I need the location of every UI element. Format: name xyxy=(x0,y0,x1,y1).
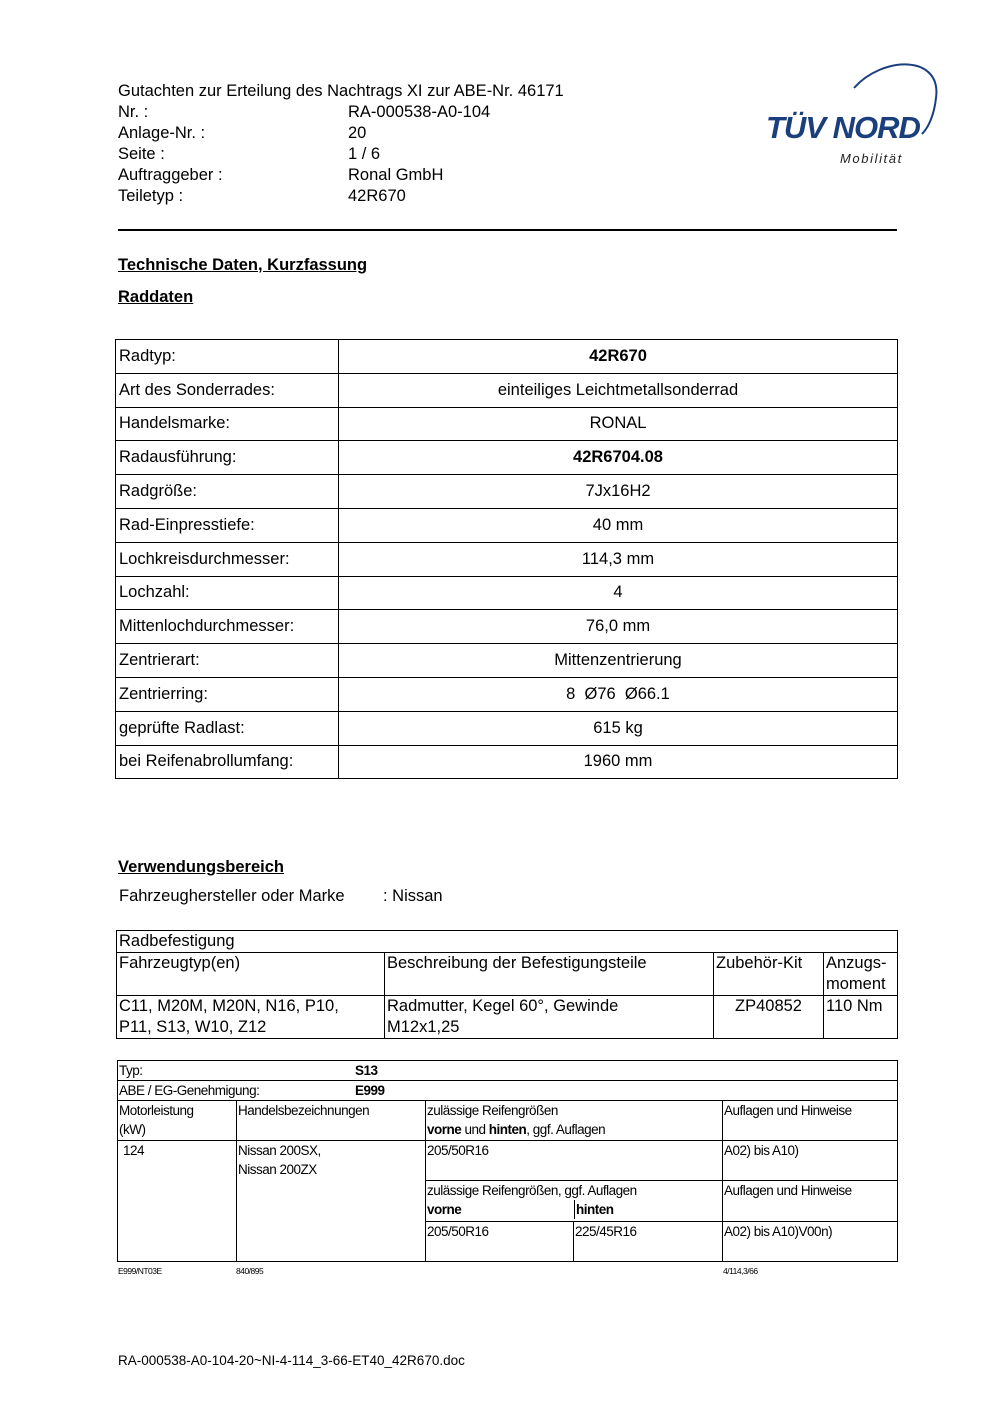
raddaten-label: Art des Sonderrades: xyxy=(116,373,339,407)
column-header: Zubehör-Kit xyxy=(714,953,824,996)
abe-value: E999 xyxy=(355,1083,385,1098)
abe-label: ABE / EG-Genehmigung: xyxy=(119,1083,260,1098)
raddaten-label: bei Reifenabrollumfang: xyxy=(116,745,339,779)
raddaten-value: 615 kg xyxy=(339,711,898,745)
raddaten-value: 42R6704.08 xyxy=(339,441,898,475)
vorne-label: vorne xyxy=(427,1122,462,1137)
trade-names: Nissan 200SX, Nissan 200ZX xyxy=(237,1141,426,1262)
raddaten-value: 40 mm xyxy=(339,508,898,542)
table-row xyxy=(116,711,898,745)
code-label: 840/895 xyxy=(236,1266,264,1276)
raddaten-label: Lochkreisdurchmesser: xyxy=(116,542,339,576)
raddaten-label: Radtyp: xyxy=(116,340,339,374)
column-header: Fahrzeugtyp(en) xyxy=(117,953,385,996)
header-label: Seite : xyxy=(118,145,165,163)
table-header-row xyxy=(118,1101,898,1141)
column-header: Anzugs- moment xyxy=(824,953,898,996)
raddaten-table xyxy=(115,339,898,779)
table-row xyxy=(116,610,898,644)
raddaten-label: Radgröße: xyxy=(116,475,339,509)
reifen-header-line1: zulässige Reifengrößen xyxy=(427,1103,558,1118)
raddaten-value: 114,3 mm xyxy=(339,542,898,576)
table-header-row xyxy=(117,953,898,996)
header-value: 1 / 6 xyxy=(348,145,381,163)
code-label: 4/114,3/66 xyxy=(723,1266,758,1276)
raddaten-label: Zentrierart: xyxy=(116,644,339,678)
column-header: Auflagen und Hinweise xyxy=(723,1181,898,1222)
column-header-reifen2 xyxy=(426,1181,723,1222)
raddaten-value: 7Jx16H2 xyxy=(339,475,898,509)
column-header: Beschreibung der Befestigungsteile xyxy=(385,953,714,996)
abe-row xyxy=(118,1081,898,1101)
table-row xyxy=(116,373,898,407)
raddaten-value: einteiliges Leichtmetallsonderrad xyxy=(339,373,898,407)
raddaten-value: RONAL xyxy=(339,407,898,441)
reifen-header-line2 xyxy=(427,1120,721,1139)
table-row xyxy=(116,407,898,441)
table-row xyxy=(116,644,898,678)
header-label: Nr. : xyxy=(118,103,149,121)
hinten-header: hinten xyxy=(574,1200,722,1219)
fastener-description: Radmutter, Kegel 60°, Gewinde M12x1,25 xyxy=(385,996,714,1039)
raddaten-value: 1960 mm xyxy=(339,745,898,779)
tire-notes: A02) bis A10)V00n) xyxy=(723,1222,898,1262)
manufacturer-label: Fahrzeughersteller oder Marke xyxy=(119,887,345,905)
tire-notes: A02) bis A10) xyxy=(723,1141,898,1181)
section-subtitle: Raddaten xyxy=(118,288,194,306)
header-value: Ronal GmbH xyxy=(348,166,444,184)
table-row xyxy=(116,542,898,576)
code-label: E999/NT03E xyxy=(118,1266,162,1276)
column-header: Handelsbezeichnungen xyxy=(237,1101,426,1141)
header-label: Anlage-Nr. : xyxy=(118,124,206,142)
table-row xyxy=(116,745,898,779)
column-header: Auflagen und Hinweise xyxy=(723,1101,898,1141)
table-row xyxy=(116,441,898,475)
vehicle-type-table xyxy=(117,1060,898,1262)
header-label: Teiletyp : xyxy=(118,187,184,205)
footer-filename: RA-000538-A0-104-20~NI-4-114_3-66-ET40_42R670.doc xyxy=(118,1353,465,1368)
document-header xyxy=(118,81,564,207)
column-header: Motorleistung (kW) xyxy=(118,1101,237,1141)
table-row xyxy=(116,508,898,542)
raddaten-label: Zentrierring: xyxy=(116,677,339,711)
table-row xyxy=(116,340,898,374)
hinten-label: hinten xyxy=(488,1122,527,1137)
vorne-header: vorne xyxy=(427,1202,462,1217)
column-header-reifen xyxy=(426,1101,723,1141)
header-row-auftraggeber xyxy=(118,165,564,186)
raddaten-label: Lochzahl: xyxy=(116,576,339,610)
header-value: 42R670 xyxy=(348,187,406,205)
header-row-anlage xyxy=(118,123,564,144)
tire-size: 205/50R16 xyxy=(426,1141,723,1181)
document-title: Gutachten zur Erteilung des Nachtrags XI zur ABE-Nr. 46171 xyxy=(118,82,564,100)
header-row-seite xyxy=(118,144,564,165)
tire-size-rear: 225/45R16 xyxy=(574,1222,723,1262)
raddaten-label: geprüfte Radlast: xyxy=(116,711,339,745)
table-row xyxy=(116,576,898,610)
torque-value: 110 Nm xyxy=(824,996,898,1039)
header-label: Auftraggeber : xyxy=(118,166,223,184)
typ-value: S13 xyxy=(355,1063,378,1078)
raddaten-label: Radausführung: xyxy=(116,441,339,475)
tire-size-front: 205/50R16 xyxy=(426,1222,574,1262)
section-title: Technische Daten, Kurzfassung xyxy=(118,256,368,274)
raddaten-value: 42R670 xyxy=(339,340,898,374)
header-value: RA-000538-A0-104 xyxy=(348,103,491,121)
logo-subtitle: Mobilität xyxy=(840,151,903,166)
radbefestigung-table xyxy=(116,930,898,1039)
motor-power: 124 xyxy=(118,1141,237,1262)
logo-brand: TÜV NORD xyxy=(766,110,920,145)
raddaten-value: 8 Ø76 Ø66.1 xyxy=(339,677,898,711)
manufacturer-line xyxy=(119,887,443,906)
table-caption: Radbefestigung xyxy=(117,931,898,953)
header-row-teiletyp xyxy=(118,186,564,207)
vehicle-types: C11, M20M, M20N, N16, P10, P11, S13, W10, Z12 xyxy=(117,996,385,1039)
table-row xyxy=(116,475,898,509)
table-row xyxy=(118,1061,898,1081)
reifen2-subheader xyxy=(426,1200,722,1219)
reifen2-header: zulässige Reifengrößen, ggf. Auflagen xyxy=(427,1183,637,1198)
raddaten-label: Mittenlochdurchmesser: xyxy=(116,610,339,644)
table-row xyxy=(116,677,898,711)
tuv-nord-logo xyxy=(762,58,942,170)
raddaten-value: 76,0 mm xyxy=(339,610,898,644)
header-row-nr xyxy=(118,102,564,123)
table-row xyxy=(117,996,898,1039)
raddaten-value: 4 xyxy=(339,576,898,610)
section-title-verwendung: Verwendungsbereich xyxy=(118,858,284,876)
typ-label: Typ: xyxy=(119,1063,143,1078)
manufacturer-value: : Nissan xyxy=(383,887,443,905)
table-row xyxy=(117,931,898,953)
raddaten-label: Rad-Einpresstiefe: xyxy=(116,508,339,542)
table-row xyxy=(118,1081,898,1101)
accessory-kit: ZP40852 xyxy=(714,996,824,1039)
typ-row xyxy=(118,1061,898,1081)
header-divider xyxy=(118,229,897,231)
und-label: und xyxy=(461,1122,489,1137)
raddaten-label: Handelsmarke: xyxy=(116,407,339,441)
raddaten-value: Mittenzentrierung xyxy=(339,644,898,678)
header-value: 20 xyxy=(348,124,367,142)
table-row xyxy=(118,1141,898,1181)
auflagen-suffix: , ggf. Auflagen xyxy=(526,1122,606,1137)
